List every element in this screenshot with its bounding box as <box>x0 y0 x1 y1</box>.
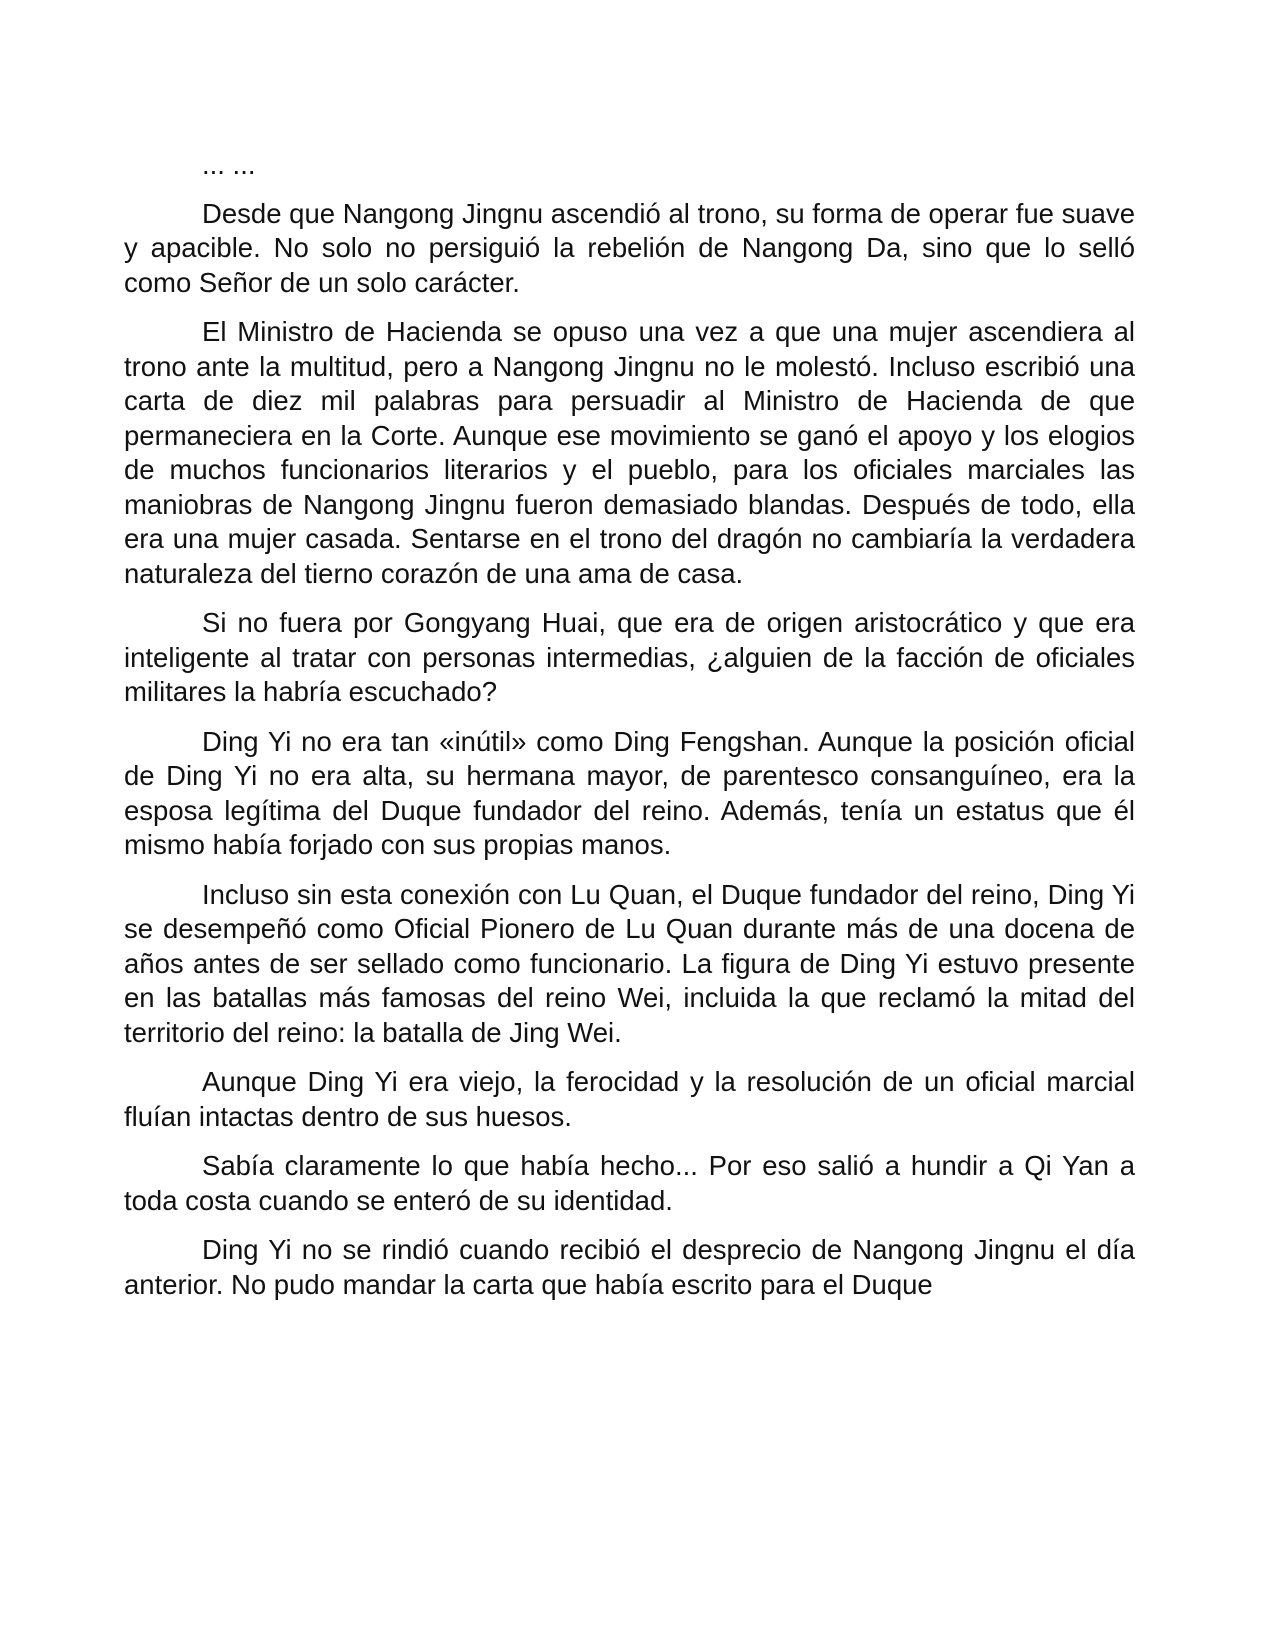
paragraph-8: Ding Yi no se rindió cuando recibió el desprecio de Nangong Jingnu el día anterior. No pudo mandar la carta que había escrito para el Duque <box>124 1234 1135 1300</box>
paragraph-5: Incluso sin esta conexión con Lu Quan, el Duque fundador del reino, Ding Yi se desempeñó como Oficial Pionero de Lu Quan durante más de una docena de años antes de ser sellado como funcionario. La figura de Ding Yi estuvo presente en las batallas más famosas del reino Wei, incluida la que reclamó la mitad del territorio del reino: la batalla de Jing Wei. <box>124 878 1135 1048</box>
paragraph-1: Desde que Nangong Jingnu ascendió al trono, su forma de operar fue suave y apacible. No solo no persiguió la rebelión de Nangong Da, sino que lo selló como Señor de un solo carácter. <box>124 197 1135 298</box>
section-break-ellipsis: ... ... <box>202 149 256 180</box>
paragraph-2: El Ministro de Hacienda se opuso una vez a que una mujer ascendiera al trono ante la multitud, pero a Nangong Jingnu no le molestó. Incluso escribió una carta de diez mil palabras para persuadir al Ministro de Hacienda de que permaneciera en la Corte. Aunque ese movimiento se ganó el apoyo y los elogios de muchos funcionarios literarios y el pueblo, para los oficiales marciales las maniobras de Nangong Jingnu fueron demasiado blandas. Después de todo, ella era una mujer casada. Sentarse en el trono del dragón no cambiaría la verdadera naturaleza del tierno corazón de una ama de casa. <box>124 316 1135 589</box>
paragraph-7: Sabía claramente lo que había hecho... Por eso salió a hundir a Qi Yan a toda costa cuando se enteró de su identidad. <box>124 1150 1135 1216</box>
paragraph-4: Ding Yi no era tan «inútil» como Ding Fengshan. Aunque la posición oficial de Ding Yi no era alta, su hermana mayor, de parentesco consanguíneo, era la esposa legítima del Duque fundador del reino. Además, tenía un estatus que él mismo había forjado con sus propias manos. <box>124 725 1135 860</box>
document-page <box>124 148 1135 1302</box>
paragraph-6: Aunque Ding Yi era viejo, la ferocidad y la resolución de un oficial marcial fluían intactas dentro de sus huesos. <box>124 1066 1135 1132</box>
paragraph-3: Si no fuera por Gongyang Huai, que era de origen aristocrático y que era inteligente al tratar con personas intermedias, ¿alguien de la facción de oficiales militares la habría escuchado? <box>124 607 1135 707</box>
